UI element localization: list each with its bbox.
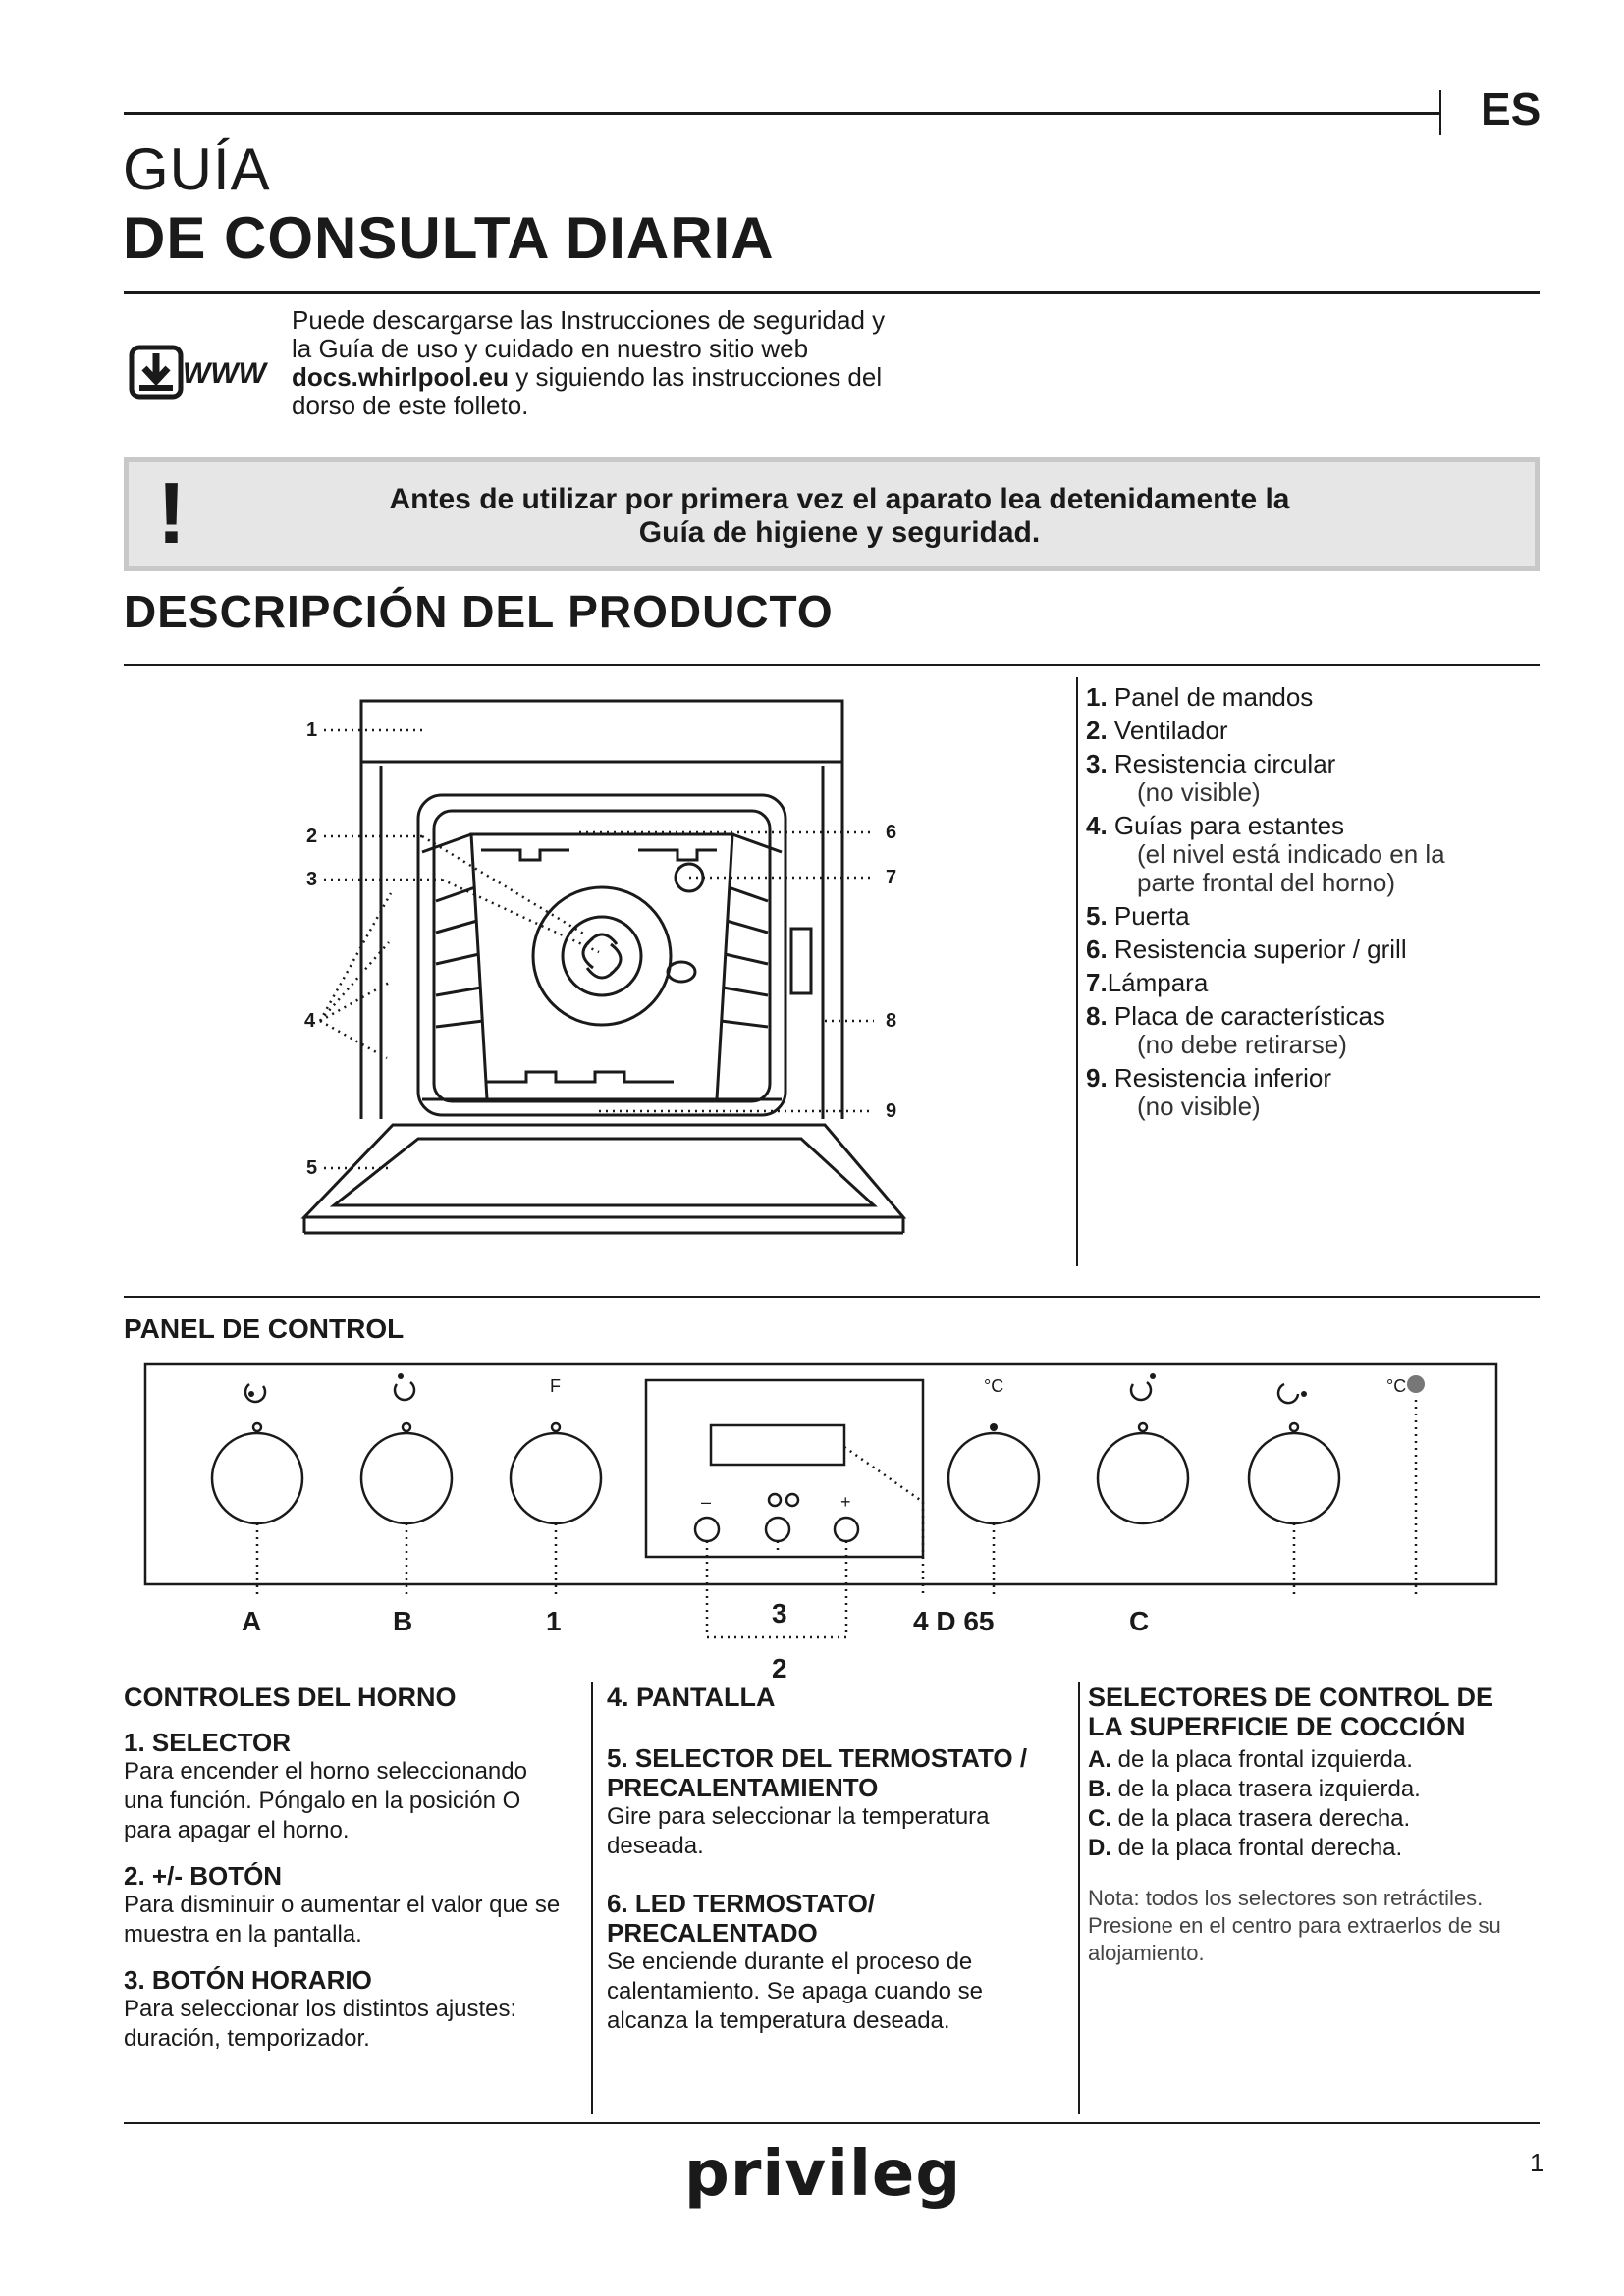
part-item: 8. Placa de características (no debe retirarse) bbox=[1086, 1001, 1385, 1059]
led-title: 6. LED TERMOSTATO/ PRECALENTADO bbox=[607, 1889, 876, 1948]
download-notice bbox=[292, 306, 900, 420]
plus-minus-body: Para disminuir o aumentar el valor que se muestra en la pantalla. bbox=[124, 1892, 561, 1948]
knob-a[interactable] bbox=[212, 1433, 302, 1523]
hob-front-right-icon bbox=[1278, 1384, 1298, 1403]
temp-symbol-2: °C bbox=[1386, 1376, 1407, 1396]
column-divider-1 bbox=[591, 1682, 593, 2114]
diagram-label-9: 9 bbox=[886, 1100, 897, 1122]
language-code: ES bbox=[1481, 83, 1542, 134]
thermostat-title: 5. SELECTOR DEL TERMOSTATO / PRECALENTAMIENTO bbox=[607, 1743, 1028, 1802]
part-item: 4. Guías para estantes (el nivel está indicado en la parte frontal del horno) bbox=[1086, 811, 1445, 897]
label-1: 1 bbox=[546, 1606, 562, 1636]
brand-logo: privileg bbox=[684, 2138, 962, 2211]
download-text-before: Puede descargarse las Instrucciones de seguridad y la Guía de uso y cuidado en nuestro sitio web bbox=[292, 305, 886, 363]
top-rule bbox=[124, 112, 1439, 115]
top-rule-tick bbox=[1439, 90, 1441, 135]
thermostat-led bbox=[1407, 1375, 1425, 1393]
product-rule bbox=[124, 664, 1540, 666]
part-item: 7.Lámpara bbox=[1086, 968, 1209, 997]
oven-controls-heading: CONTROLES DEL HORNO bbox=[124, 1682, 457, 1712]
thermostat-body: Gire para seleccionar la temperatura deseada. bbox=[607, 1803, 990, 1859]
diagram-label-4: 4 bbox=[304, 1010, 316, 1032]
hob-column bbox=[1088, 1682, 1530, 1967]
diagram-label-7: 7 bbox=[886, 867, 897, 888]
minus-symbol: – bbox=[701, 1492, 712, 1512]
column-divider-2 bbox=[1078, 1682, 1080, 2114]
hob-heading: SELECTORES DE CONTROL DE LA SUPERFICIE DE COCCIÓN bbox=[1088, 1682, 1494, 1741]
download-link[interactable]: docs.whirlpool.eu bbox=[292, 362, 510, 392]
plus-minus-title: 2. +/- BOTÓN bbox=[124, 1861, 283, 1891]
hob-rear-left-icon bbox=[395, 1382, 414, 1400]
hob-item: A. de la placa frontal izquierda. bbox=[1088, 1746, 1413, 1773]
knob-d[interactable] bbox=[1249, 1433, 1339, 1523]
section-title-product: DESCRIPCIÓN DEL PRODUCTO bbox=[124, 586, 834, 637]
temp-symbol-1: °C bbox=[984, 1376, 1004, 1396]
display-heading: 4. PANTALLA bbox=[607, 1682, 776, 1712]
knob-c[interactable] bbox=[1098, 1433, 1188, 1523]
hob-front-left-icon bbox=[245, 1384, 265, 1402]
download-text-after: y siguiendo las instrucciones del dorso de este folleto. bbox=[292, 362, 883, 420]
footer-rule bbox=[124, 2122, 1540, 2124]
label-2: 2 bbox=[772, 1653, 787, 1683]
diagram-label-2: 2 bbox=[306, 826, 318, 847]
parts-list bbox=[1086, 683, 1490, 1126]
download-www-text: WWW bbox=[183, 357, 266, 390]
diagram-label-5: 5 bbox=[306, 1157, 318, 1179]
label-4-d65: 4 D 65 bbox=[913, 1606, 995, 1636]
fan-cover bbox=[533, 887, 671, 1025]
plus-button[interactable] bbox=[835, 1518, 858, 1541]
knob-thermostat[interactable] bbox=[948, 1433, 1039, 1523]
part-item: 5. Puerta bbox=[1086, 901, 1190, 931]
part-item: 3. Resistencia circular (no visible) bbox=[1086, 749, 1336, 807]
hob-item: B. de la placa trasera izquierda. bbox=[1088, 1776, 1421, 1802]
warning-text bbox=[324, 483, 1355, 550]
plus-symbol: + bbox=[840, 1492, 851, 1512]
clock-button[interactable] bbox=[766, 1518, 789, 1541]
hob-list bbox=[1088, 1745, 1530, 1863]
title-rule bbox=[124, 291, 1540, 294]
download-www-icon bbox=[128, 344, 275, 402]
minus-button[interactable] bbox=[695, 1518, 719, 1541]
clock-button-title: 3. BOTÓN HORARIO bbox=[124, 1965, 372, 1995]
page-number: 1 bbox=[1530, 2148, 1544, 2177]
control-panel-diagram bbox=[137, 1355, 1512, 1669]
display-column bbox=[607, 1682, 1049, 2036]
knob-selector[interactable] bbox=[511, 1433, 601, 1523]
exclamation-icon: ! bbox=[157, 464, 187, 561]
function-f-symbol: F bbox=[550, 1376, 561, 1396]
control-panel-title: PANEL DE CONTROL bbox=[124, 1313, 405, 1344]
led-body: Se enciende durante el proceso de calentamiento. Se apaga cuando se alcanza la temperatura deseada. bbox=[607, 1949, 983, 2034]
label-c: C bbox=[1129, 1606, 1150, 1636]
label-b: B bbox=[393, 1606, 413, 1636]
diagram-label-8: 8 bbox=[886, 1010, 897, 1032]
selector-body: Para encender el horno seleccionando una función. Póngalo en la posición O para apagar el horno. bbox=[124, 1758, 527, 1843]
diagram-label-6: 6 bbox=[886, 822, 897, 843]
part-item: 9. Resistencia inferior (no visible) bbox=[1086, 1063, 1332, 1121]
timer-icon bbox=[769, 1494, 781, 1506]
title-line-2: DE CONSULTA DIARIA bbox=[123, 205, 775, 271]
label-3: 3 bbox=[772, 1598, 787, 1629]
control-panel-top bbox=[361, 701, 842, 762]
label-a: A bbox=[242, 1606, 262, 1636]
hob-rear-right-icon bbox=[1131, 1382, 1151, 1400]
knob-b[interactable] bbox=[361, 1433, 452, 1523]
oven-diagram bbox=[226, 687, 1011, 1256]
product-divider bbox=[1076, 677, 1078, 1266]
diagram-label-1: 1 bbox=[306, 720, 318, 741]
display-screen bbox=[711, 1425, 844, 1465]
oven-controls-column bbox=[124, 1682, 566, 2054]
selector-title: 1. SELECTOR bbox=[124, 1728, 292, 1757]
clock-icon bbox=[786, 1494, 798, 1506]
diagram-label-3: 3 bbox=[306, 869, 318, 890]
hob-item: D. de la placa frontal derecha. bbox=[1088, 1835, 1403, 1861]
part-item: 1. Panel de mandos bbox=[1086, 682, 1314, 712]
warning-line-1: Antes de utilizar por primera vez el aparato lea detenidamente la bbox=[389, 483, 1290, 515]
clock-button-body: Para seleccionar los distintos ajustes: duración, temporizador. bbox=[124, 1996, 517, 2052]
part-item: 6. Resistencia superior / grill bbox=[1086, 934, 1407, 964]
title-line-1: GUÍA bbox=[123, 136, 271, 202]
hob-note: Nota: todos los selectores son retráctiles. Presione en el centro para extraerlos de su alojamiento. bbox=[1088, 1886, 1501, 1965]
warning-line-2: Guía de higiene y seguridad. bbox=[638, 516, 1041, 549]
hob-item: C. de la placa trasera derecha. bbox=[1088, 1805, 1411, 1832]
part-item: 2. Ventilador bbox=[1086, 716, 1228, 745]
panel-rule bbox=[124, 1296, 1540, 1298]
